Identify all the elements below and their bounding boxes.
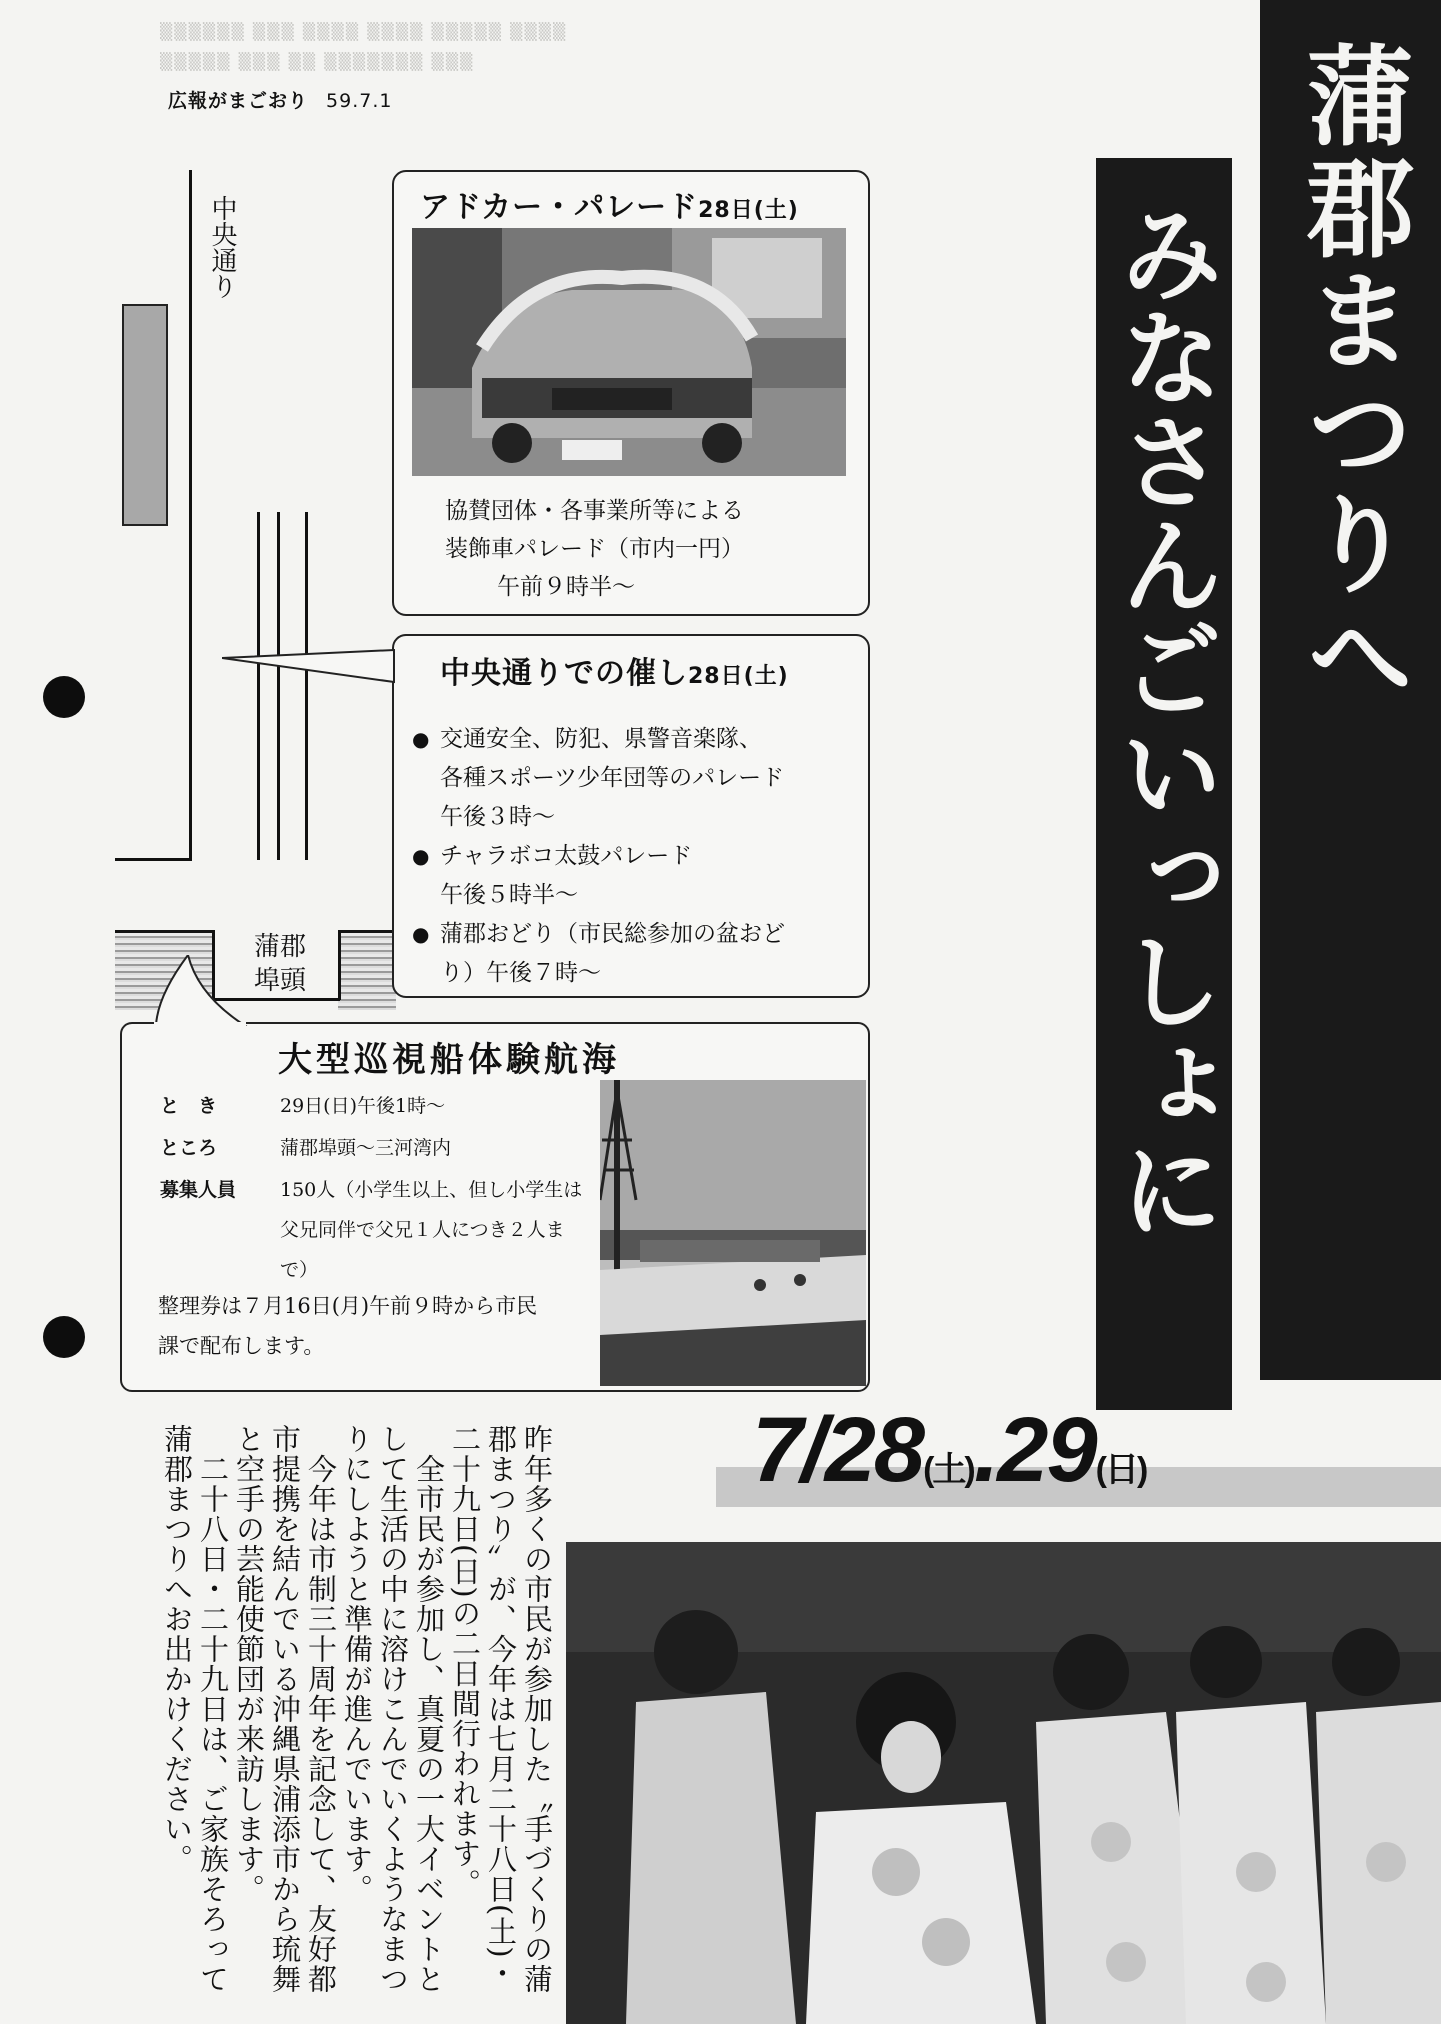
adcar-photo [412,228,846,476]
festival-title: 蒲郡まつりへ [1288,40,1413,712]
punch-hole-icon [43,1316,85,1358]
adcar-line-2: 装飾車パレード（市内一円） [445,536,744,562]
map-road-edge [189,170,192,860]
map-pier-edge [338,930,398,933]
page-header [168,86,392,113]
where-label: ところ [160,1137,218,1159]
date-day1-weekday: (土) [923,1451,974,1489]
pier-label-1: 蒲郡 [253,932,306,962]
pier-label-2: 埠頭 [253,966,306,996]
when-value: 29日(日)午後1時～ [280,1095,446,1117]
map-water [338,930,396,1010]
list-item [412,915,872,993]
bleed-through-text: ▒▒▒▒▒ ▒▒▒ ▒▒ ▒▒▒▒▒▒▒ ▒▒▒ [160,52,475,71]
decorated-car-image [412,228,846,476]
adcar-line-3: 午前９時半～ [497,574,635,600]
central-street-label: 中央通り [207,195,237,299]
capacity-label: 募集人員 [160,1179,237,1201]
bleed-through-text: ▒▒▒▒▒▒ ▒▒▒ ▒▒▒▒ ▒▒▒▒ ▒▒▒▒▒ ▒▒▒▒ [160,22,568,41]
adcar-title [420,182,799,226]
central-events-title-text: 中央通りでの催し [440,656,688,691]
punch-hole-icon [43,676,85,718]
callout-pointer [148,955,248,1027]
when-label: と き [160,1095,218,1117]
event-text: ● チャラボコ太鼓パレード [440,843,693,869]
event-text: ● 蒲郡おどり（市民総参加の盆おど [440,921,785,947]
date-day2: 29 [997,1399,1096,1501]
date-day2-weekday: (日) [1095,1451,1147,1489]
event-dates [752,1398,1146,1503]
event-text: 各種スポーツ少年団等のパレード [440,765,785,791]
article-body: 昨年多くの市民が参加した〝手づくりの蒲郡まつり〟が、今年は七月二十八日(土)・二十九日(日)の二日間行われます。 全市民が参加し、真夏の一大イベントとして生活の中に溶けこんでいくようなまつりにしようと準備が進んでいます。 今年は市制三十周年を記念して、友好都市提携を結んでいる沖縄県浦添市から琉舞と空手の芸能使節団が来訪します。 二十八日・二十九日は、ご家族そろって蒲郡まつりへお出かけください。 [160,1424,554,1994]
ticket-line-2: 課で配布します。 [158,1334,325,1358]
central-events-title [440,648,789,692]
adcar-title-text: アドカー・パレード [420,190,699,225]
ticket-line-1: 整理券は７月16日(月)午前９時から市民 [158,1294,538,1318]
dancers-image [566,1542,1441,2024]
event-text: ● 交通安全、防犯、県警音楽隊、 [440,726,762,752]
festival-subtitle: みなさんごいっしょに [1102,200,1224,1240]
publication-name: 広報がまごおり [168,90,309,112]
issue-date: 59.7.1 [326,90,393,112]
central-events-list [412,720,872,993]
list-item [412,837,872,915]
event-time: 午後３時～ [440,804,555,830]
event-time: り）午後７時～ [440,960,601,986]
adcar-date: 28日(土) [698,198,799,223]
bon-odori-photo [566,1542,1441,2024]
callout-pointer [222,640,402,690]
capacity-value: 150人（小学生以上、但し小学生は父兄同伴で父兄１人につき２人まで） [280,1179,583,1281]
adcar-line-1: 協賛団体・各事業所等による [445,498,744,524]
date-day1: 7/28 [752,1399,924,1501]
date-separator: . [973,1399,998,1501]
patrol-ship-photo [600,1080,866,1386]
patrol-ship-image [600,1080,866,1386]
map-building [122,304,168,526]
where-value: 蒲郡埠頭～三河湾内 [280,1137,452,1159]
central-events-date: 28日(土) [688,664,789,689]
map-pier-edge [338,930,341,1000]
event-time: 午後５時半～ [440,882,578,908]
map-pier-edge [115,930,213,933]
map-road-edge [115,858,192,861]
patrol-ship-title: 大型巡視船体験航海 [278,1040,620,1080]
list-item [412,720,872,837]
